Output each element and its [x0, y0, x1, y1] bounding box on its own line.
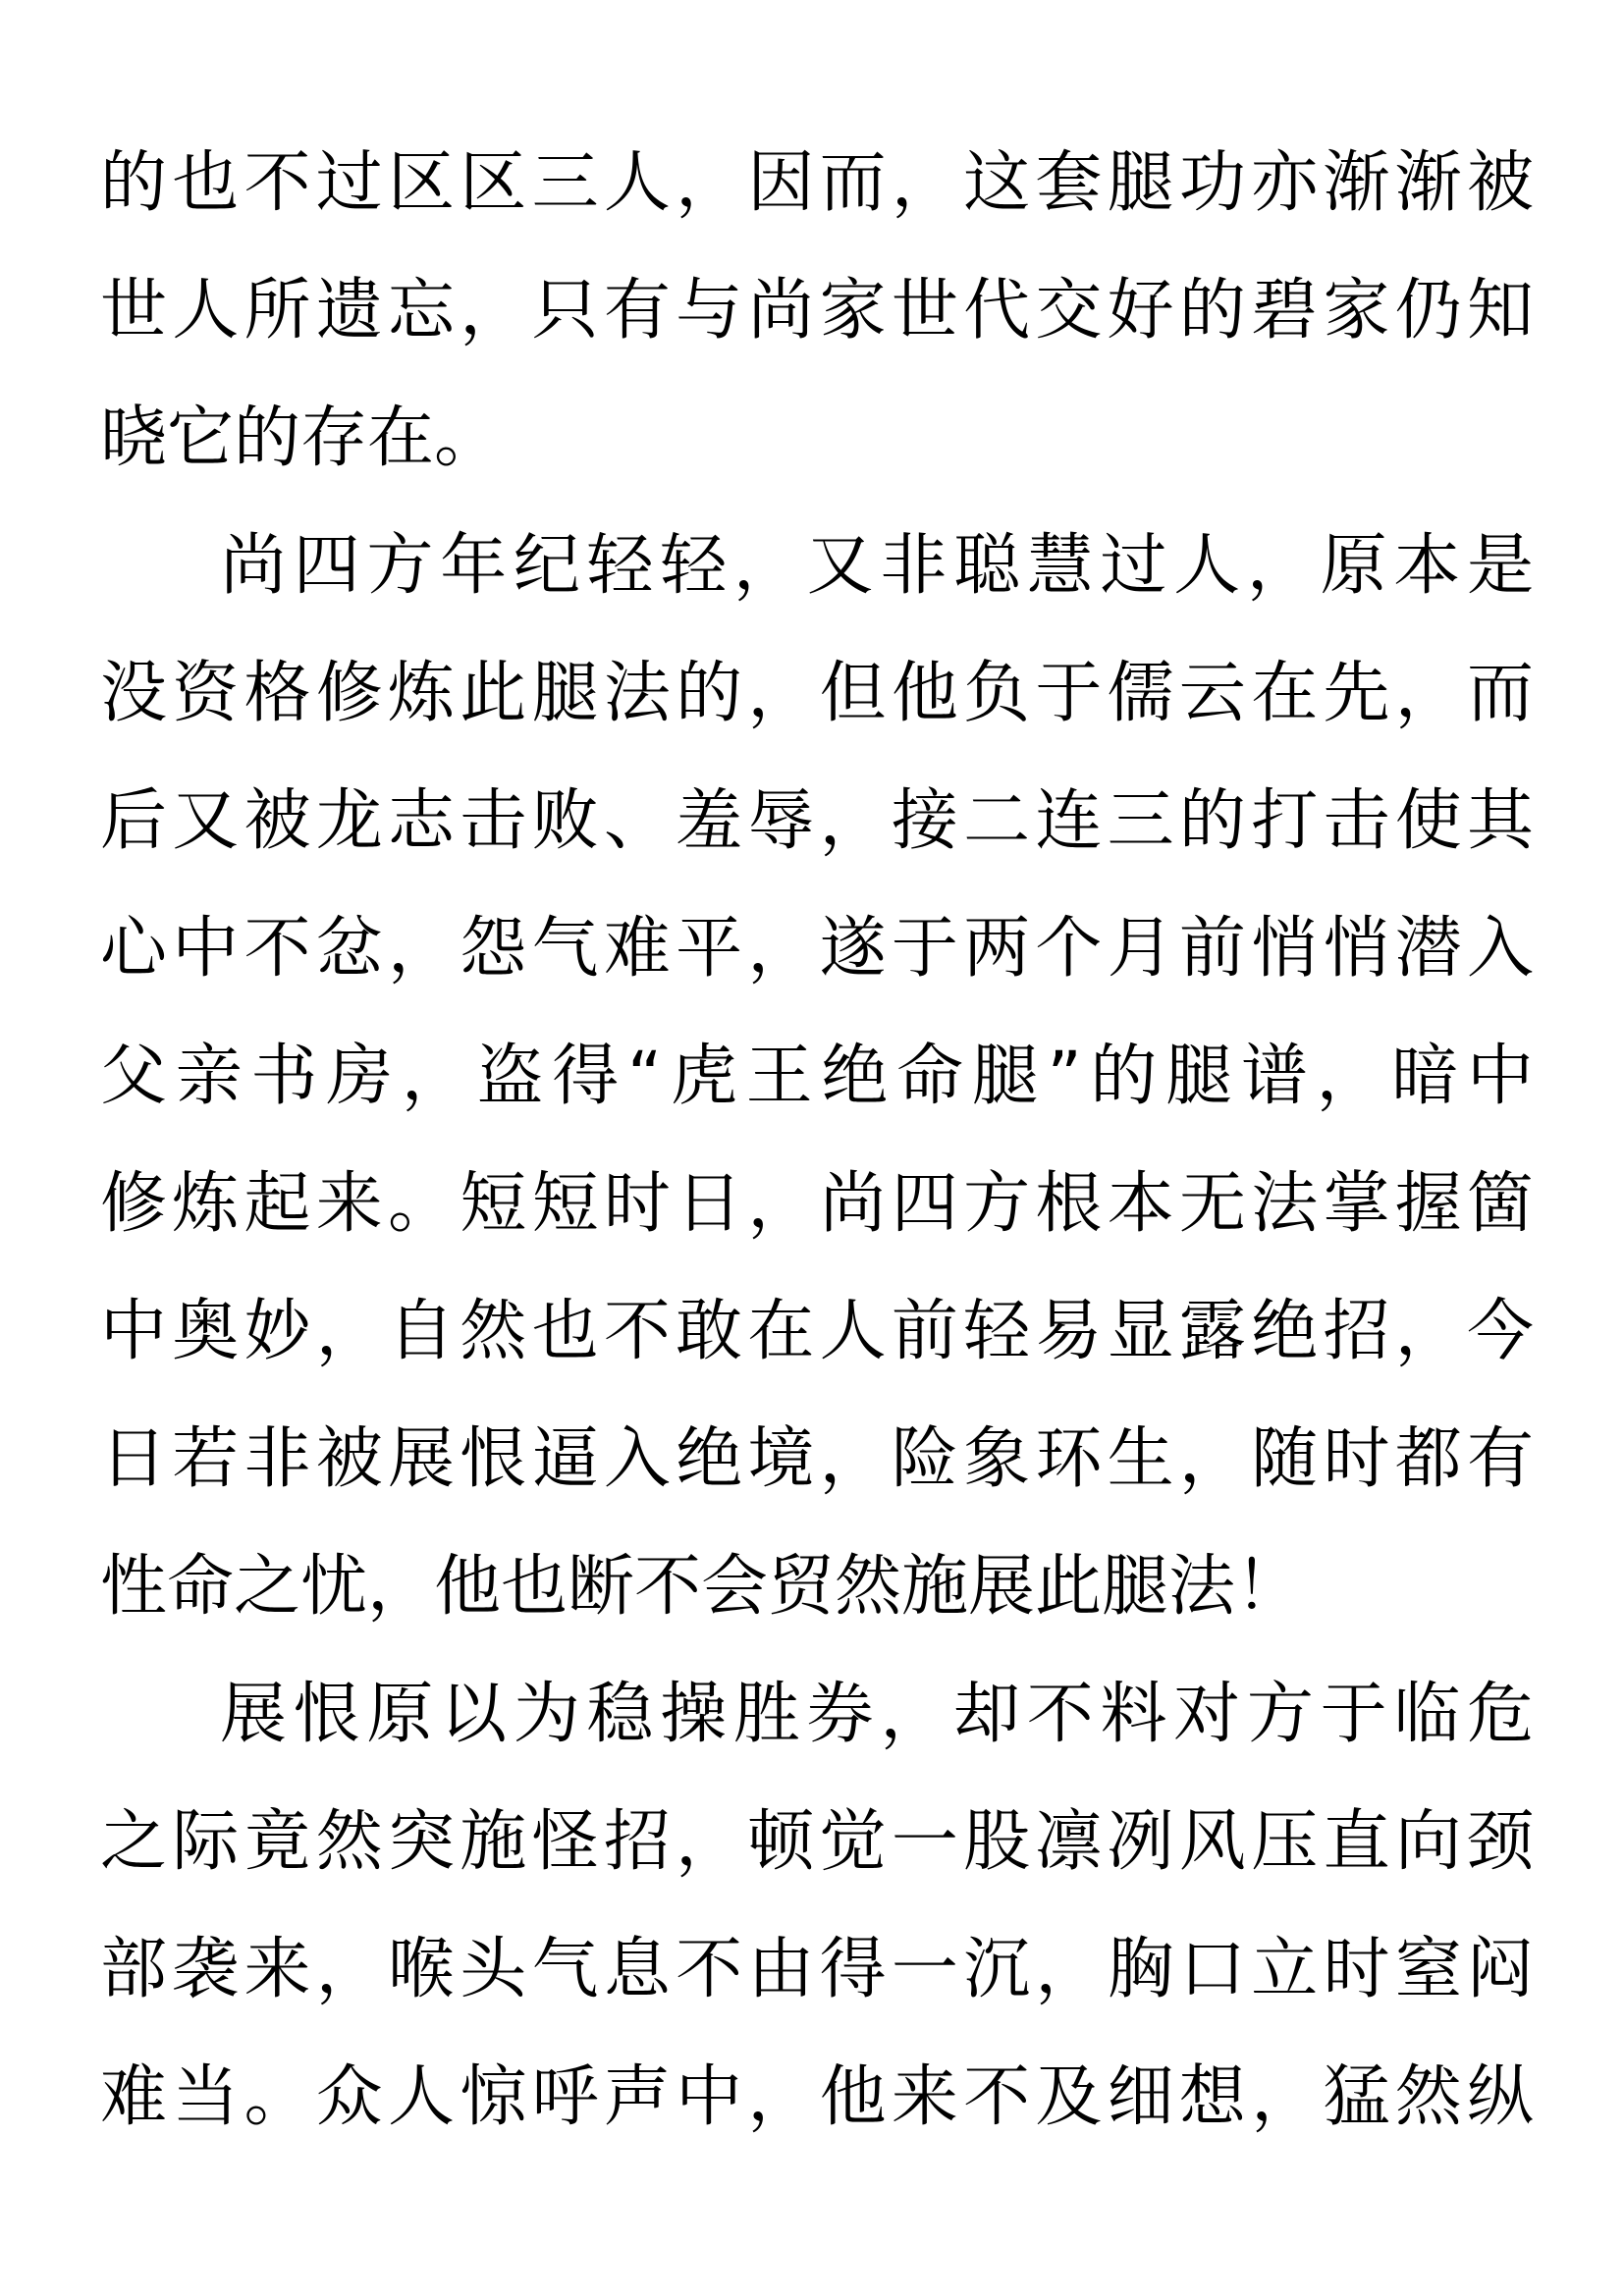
text-line: 后又被龙志击败、羞辱，接二连三的打击使其 [100, 782, 1534, 860]
body-text [100, 120, 1534, 2162]
text-line: 的也不过区区三人，因而，这套腿功亦渐渐被 [100, 144, 1534, 222]
text-line: 世人所遗忘，只有与尚家世代交好的碧家仍知 [100, 272, 1534, 349]
text-line: 没资格修炼此腿法的，但他负于儒云在先，而 [100, 655, 1534, 732]
text-line: 展恨原以为稳操胜券，却不料对方于临危 [220, 1676, 1534, 1753]
text-line: 晓它的存在。 [100, 400, 502, 477]
text-line: 性命之忧，他也断不会贸然施展此腿法！ [100, 1548, 1303, 1626]
text-line: 日若非被展恨逼入绝境，险象环生，随时都有 [100, 1420, 1534, 1498]
text-line: 中奥妙，自然也不敢在人前轻易显露绝招，今 [100, 1293, 1534, 1370]
text-line: 尚四方年纪轻轻，又非聪慧过人，原本是 [220, 527, 1534, 605]
text-line: 之际竟然突施怪招，顿觉一股凛冽风压直向颈 [100, 1803, 1534, 1881]
text-line: 难当。众人惊呼声中，他来不及细想，猛然纵 [100, 2058, 1534, 2136]
text-line: 心中不忿，怨气难平，遂于两个月前悄悄潜入 [100, 910, 1534, 988]
text-line: 修炼起来。短短时日，尚四方根本无法掌握箇 [100, 1165, 1534, 1243]
text-line: 父亲书房，盗得“虎王绝命腿”的腿谱，暗中 [100, 1038, 1534, 1115]
text-line: 部袭来，喉头气息不由得一沉，胸口立时窒闷 [100, 1931, 1534, 2008]
